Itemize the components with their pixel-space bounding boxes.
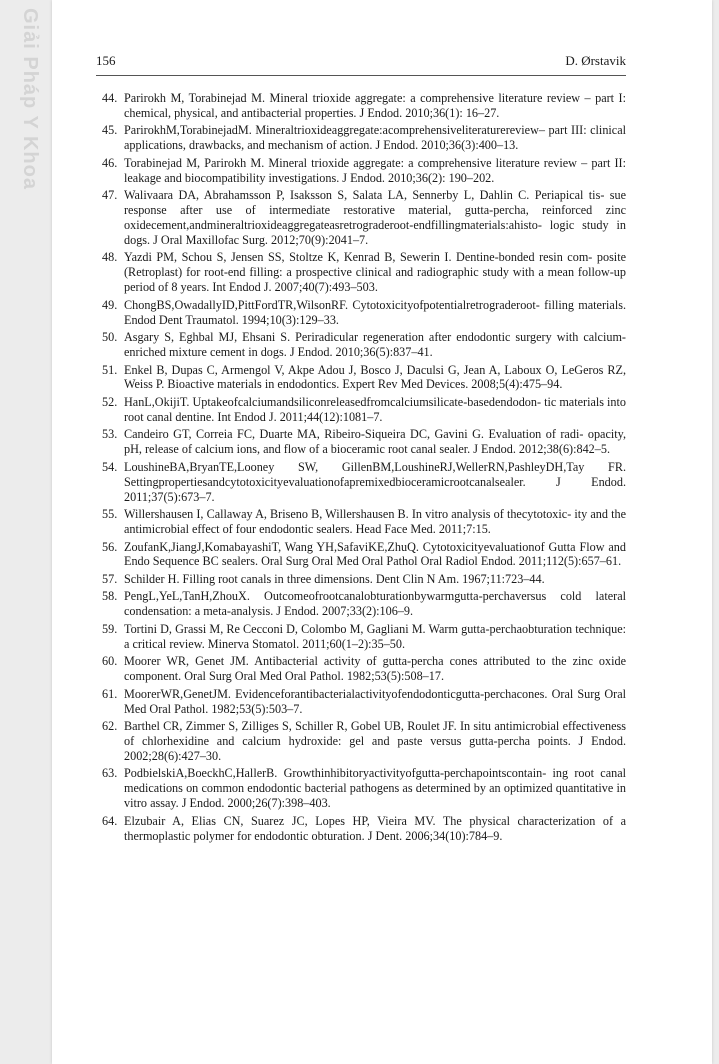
reference-number: 61.: [102, 686, 118, 701]
reference-text: Willershausen I, Callaway A, Briseno B, Willershausen B. In vitro analysis of thecytotoxic- ity and the antimicrobial effect of four endodontic sealers. Head Face Med. 2011;7:15.: [124, 507, 626, 536]
page-number: 156: [96, 53, 116, 68]
reference-text: Elzubair A, Elias CN, Suarez JC, Lopes HP, Vieira MV. The physical characterization of a thermoplastic polymer for endodontic obturation. J Dent. 2006;34(10):784–9.: [124, 813, 626, 843]
reference-text: Barthel CR, Zimmer S, Zilliges S, Schiller R, Gobel UB, Roulet JF. In situ antimicrobial effectiveness of chlorhexidine and calcium hydroxide: gel and paste versus gutta-percha points. J Endod. 2002;28(6):427–30.: [124, 719, 626, 763]
reference-number: 44.: [102, 91, 118, 105]
reference-item: [102, 427, 626, 457]
reference-number: 45.: [102, 123, 118, 138]
reference-number: 54.: [102, 459, 118, 474]
reference-item: [102, 460, 626, 505]
reference-number: 46.: [102, 155, 118, 170]
reference-item: [102, 687, 626, 717]
reference-number: 63.: [102, 766, 118, 781]
reference-text: Schilder H. Filling root canals in three dimensions. Dent Clin N Am. 1967;11:723–44.: [124, 571, 545, 586]
reference-number: 47.: [102, 188, 118, 203]
reference-number: 59.: [102, 621, 118, 636]
reference-item: [102, 507, 626, 537]
reference-item: [102, 188, 626, 248]
reference-item: [102, 719, 626, 764]
reference-text: PodbielskiA,BoeckhC,HallerB. Growthinhibitoryactivityofgutta-perchapointscontain- ing root canal medications on common endodontic bacterial pathogens as determined by an optimized quantitative in vitro assay. J Endod. 2000;26(7):398–403.: [124, 766, 626, 811]
reference-item: [102, 91, 626, 121]
watermark-text: Giải Pháp Y Khoa: [19, 8, 41, 190]
reference-item: [102, 250, 626, 295]
reference-text: LoushineBA,BryanTE,Looney SW, GillenBM,LoushineRJ,WellerRN,PashleyDH,Tay FR. Settingpropertiesandcytotoxicityevaluationofapremixedbioceramicrootcanalsealer. J Endod. 2011;37(5):673–7.: [124, 459, 626, 504]
reference-item: [102, 766, 626, 811]
reference-text: ChongBS,OwadallyID,PittFordTR,WilsonRF. Cytotoxicityofpotentialretrograderoot- filling materials. Endod Dent Traumatol. 1994;10(3):129–33.: [124, 297, 626, 327]
reference-number: 56.: [102, 539, 118, 554]
running-head-author: D. Ørstavik: [565, 53, 626, 68]
reference-number: 62.: [102, 719, 118, 734]
reference-item: [102, 814, 626, 844]
reference-text: MoorerWR,GenetJM. Evidenceforantibacterialactivityofendodonticgutta-perchacones. Oral Surg Oral Med Oral Pathol. 1982;53(5):503–7.: [124, 686, 626, 716]
reference-number: 60.: [102, 654, 118, 669]
reference-text: PengL,YeL,TanH,ZhouX. Outcomeofrootcanalobturationbywarmgutta-perchaversus cold lateral condensation: a meta-analysis. J Endod. 2007;33(2):106–9.: [124, 589, 626, 619]
reference-number: 55.: [102, 507, 118, 522]
reference-text: Tortini D, Grassi M, Re Cecconi D, Colombo M, Gagliani M. Warm gutta-perchaobturation technique: a critical review. Minerva Stomatol. 2011;60(1–2):35–50.: [124, 621, 626, 651]
reference-text: Yazdi PM, Schou S, Jensen SS, Stoltze K, Kenrad B, Sewerin I. Dentine-bonded resin com- posite (Retroplast) for root-end filling: a prospective clinical and radiographic study with a mean follow-up period of 8 years. Int Endod J. 2007;40(7):493–503.: [124, 250, 626, 295]
reference-number: 64.: [102, 813, 118, 828]
reference-number: 57.: [102, 571, 118, 586]
reference-item: [102, 156, 626, 186]
reference-item: [102, 298, 626, 328]
reference-text: Candeiro GT, Correia FC, Duarte MA, Ribeiro-Siqueira DC, Gavini G. Evaluation of radi- opacity, pH, release of calcium ions, and flow of a bioceramic root canal sealer. J Endod. 2012;38(6):842–5.: [124, 427, 626, 457]
reference-item: [102, 540, 626, 570]
reference-number: 48.: [102, 250, 118, 265]
reference-number: 53.: [102, 427, 118, 442]
reference-text: Torabinejad M, Parirokh M. Mineral trioxide aggregate: a comprehensive literature review – part II: leakage and biocompatibility investigations. J Endod. 2010;36(2): 190–202.: [124, 155, 626, 185]
reference-text: HanL,OkijiT. Uptakeofcalciumandsiliconreleasedfromcalciumsilicate-basedendodon- tic materials into root canal dentine. Int Endod J. 2011;44(12):1081–7.: [124, 394, 626, 424]
reference-item: [102, 395, 626, 425]
reference-item: [102, 572, 626, 587]
reference-text: Walivaara DA, Abrahamsson P, Isaksson S, Salata LA, Sennerby L, Dahlin C. Periapical tis- sue response after use of intermediate restorative material, gutta-percha, reinforced zinc oxidecement,andmineraltrioxideaggregateasretrograderoot-endfillingmaterials:ahisto- logic study in dogs. J Oral Maxillofac Surg. 2012;70(9):2041–7.: [124, 188, 626, 247]
reference-item: [102, 654, 626, 684]
reference-item: [102, 589, 626, 619]
reference-number: 51.: [102, 362, 118, 377]
page-header: [96, 53, 626, 71]
reference-text: Enkel B, Dupas C, Armengol V, Akpe Adou J, Bosco J, Daculsi G, Jean A, Laboux O, LeGeros RZ, Weiss P. Bioactive materials in endodontics. Expert Rev Med Devices. 2008;5(4):475–94.: [124, 362, 626, 392]
reference-number: 52.: [102, 394, 118, 409]
reference-item: [102, 622, 626, 652]
reference-number: 58.: [102, 589, 118, 604]
reference-text: Asgary S, Eghbal MJ, Ehsani S. Periradicular regeneration after endodontic surgery with calcium-enriched mixture cement in dogs. J Endod. 2010;36(5):837–41.: [124, 330, 626, 360]
reference-item: [102, 330, 626, 360]
reference-text: ZoufanK,JiangJ,KomabayashiT, Wang YH,SafaviKE,ZhuQ. Cytotoxicityevaluationof Gutta Flow and Endo Sequence BC sealers. Oral Surg Oral Med Oral Pathol Oral Radiol Endod. 2011;112(5):657–61.: [124, 539, 626, 569]
reference-number: 50.: [102, 330, 118, 345]
reference-item: [102, 363, 626, 393]
reference-list: [102, 91, 626, 846]
reference-text: Parirokh M, Torabinejad M. Mineral trioxide aggregate: a comprehensive literature review – part I: chemical, physical, and antibacterial properties. J Endod. 2010;36(1): 16–27.: [124, 91, 626, 120]
reference-item: [102, 123, 626, 153]
reference-number: 49.: [102, 297, 118, 312]
reference-text: Moorer WR, Genet JM. Antibacterial activity of gutta-percha cones attributed to the zinc oxide component. Oral Surg Oral Med Oral Pathol. 1982;53(5):508–17.: [124, 654, 626, 684]
reference-text: ParirokhM,TorabinejadM. Mineraltrioxideaggregate:acomprehensiveliteraturereview– part III: clinical applications, drawbacks, and mechanism of action. J Endod. 2010;36(3):400–13.: [124, 123, 626, 153]
header-rule: [96, 75, 626, 76]
